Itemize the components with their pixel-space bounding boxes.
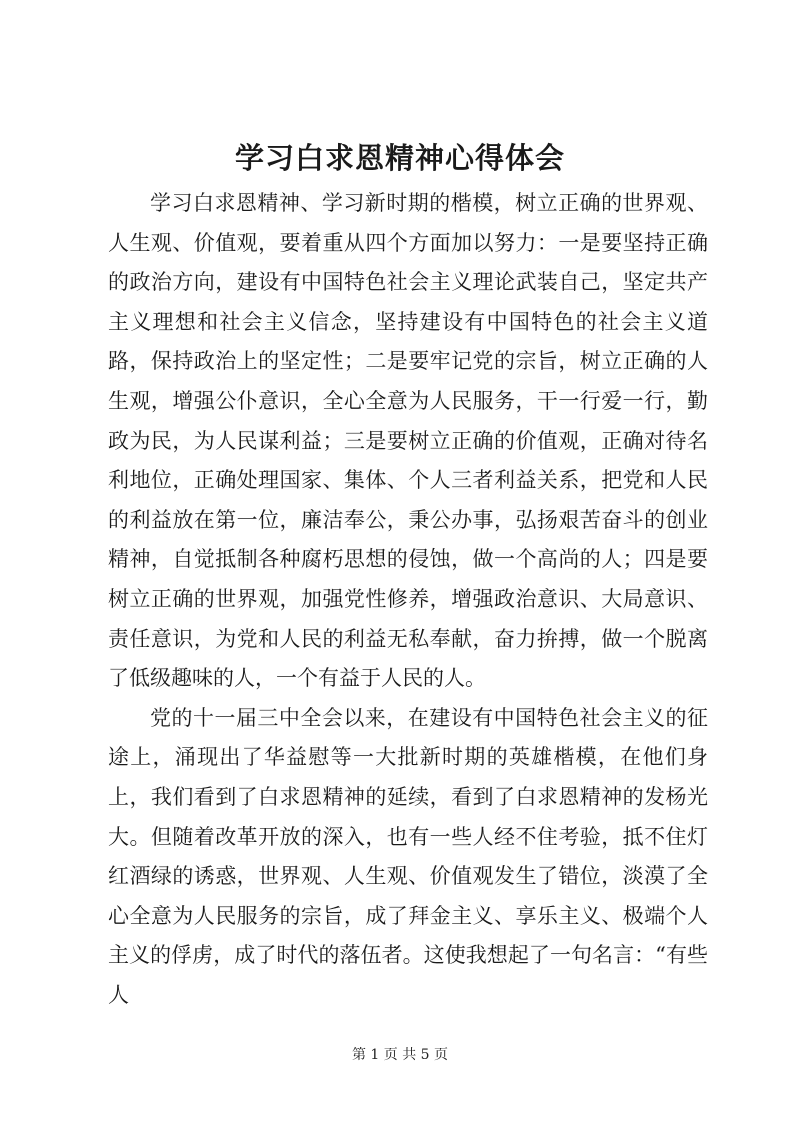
page-footer: 第 1 页 共 5 页 (351, 1047, 449, 1063)
document-title: 学习白求恩精神心得体会 (234, 141, 565, 175)
paragraph-1: 学习白求恩精神、学习新时期的楷模，树立正确的世界观、人生观、价值观，要着重从四个方面加以努力：一是要坚持正确的政治方向，建设有中国特色社会主义理论武装自己，坚定共产主义理想和社会主义信念，坚持建设有中国特色的社会主义道路，保持政治上的坚定性；二是要牢记党的宗旨，树立正确的人生观，增强公仆意识，全心全意为人民服务，干一行爱一行，勤政为民，为人民谋利益；三是要树立正确的价值观，正确对待名利地位，正确处理国家、集体、个人三者利益关系，把党和人民的利益放在第一位，廉洁奉公，秉公办事，弘扬艰苦奋斗的创业精神，自觉抵制各种腐朽思想的侵蚀，做一个高尚的人；四是要树立正确的世界观，加强党性修养，增强政治意识、大局意识、责任意识，为党和人民的利益无私奉献，奋力拚搏，做一个脱离了低级趣味的人，一个有益于人民的人。 (108, 191, 708, 691)
paragraph-2: 党的十一届三中全会以来，在建设有中国特色社会主义的征途上，涌现出了华益慰等一大批新时期的英雄楷模，在他们身上，我们看到了白求恩精神的延续，看到了白求恩精神的发杨光大。但随着改革开放的深入，也有一些人经不住考验，抵不住灯红酒绿的诱惑，世界观、人生观、价值观发生了错位，淡漠了全心全意为人民服务的宗旨，成了拜金主义、享乐主义、极端个人主义的俘虏，成了时代的落伍者。这使我想起了一句名言：“有些人 (108, 705, 708, 1007)
document-body (108, 184, 708, 1015)
